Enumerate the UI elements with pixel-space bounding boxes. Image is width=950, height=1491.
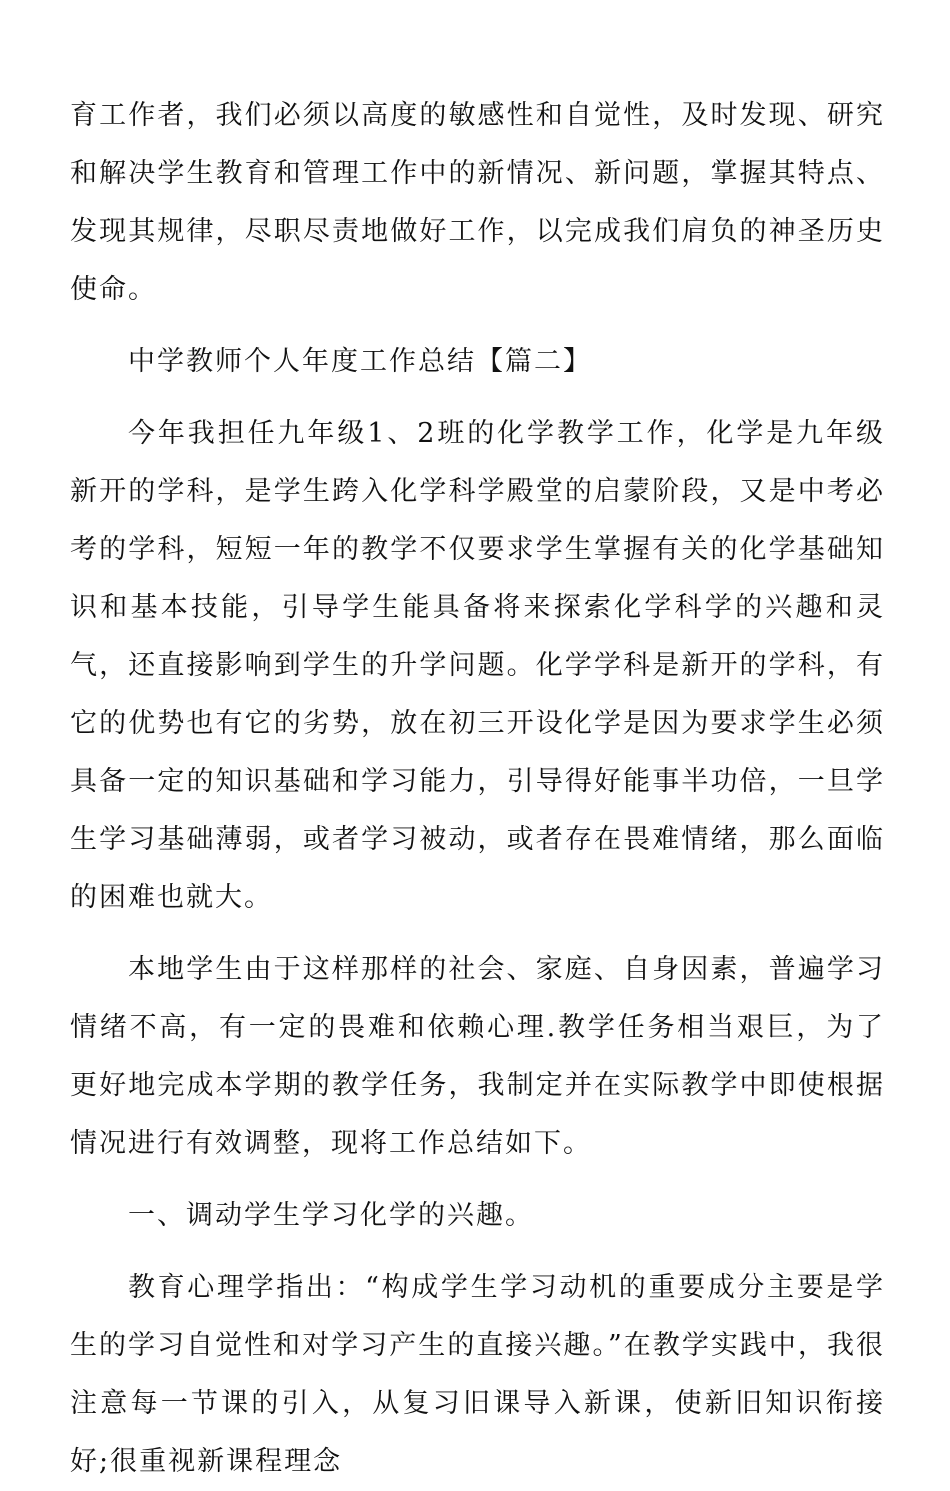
document-page xyxy=(70,87,885,1491)
paragraph-psychology: 教育心理学指出：“构成学生学习动机的重要成分主要是学生的学习自觉性和对学习产生的直接兴趣。”在教学实践中，我很注意每一节课的引入，从复习旧课导入新课，使新旧知识衔接好;很重视新课程理念 xyxy=(70,1272,885,1477)
paragraph-continuation: 育工作者，我们必须以高度的敏感性和自觉性，及时发现、研究和解决学生教育和管理工作中的新情况、新问题，掌握其特点、发现其规律，尽职尽责地做好工作，以完成我们肩负的神圣历史使命。 xyxy=(70,100,885,305)
section-heading: 中学教师个人年度工作总结【篇二】 xyxy=(128,346,592,377)
paragraph-intro: 今年我担任九年级1、2班的化学教学工作，化学是九年级新开的学科，是学生跨入化学科学殿堂的启蒙阶段，又是中考必考的学科，短短一年的教学不仅要求学生掌握有关的化学基础知识和基本技能，引导学生能具备将来探索化学科学的兴趣和灵气，还直接影响到学生的升学问题。化学学科是新开的学科，有它的优势也有它的劣势，放在初三开设化学是因为要求学生必须具备一定的知识基础和学习能力，引导得好能事半功倍，一旦学生学习基础薄弱，或者学习被动，或者存在畏难情绪，那么面临的困难也就大。 xyxy=(70,418,885,913)
paragraph-background: 本地学生由于这样那样的社会、家庭、自身因素，普遍学习情绪不高，有一定的畏难和依赖心理.教学任务相当艰巨，为了更好地完成本学期的教学任务，我制定并在实际教学中即使根据情况进行有效调整，现将工作总结如下。 xyxy=(70,954,885,1159)
subsection-heading: 一、调动学生学习化学的兴趣。 xyxy=(128,1200,534,1231)
